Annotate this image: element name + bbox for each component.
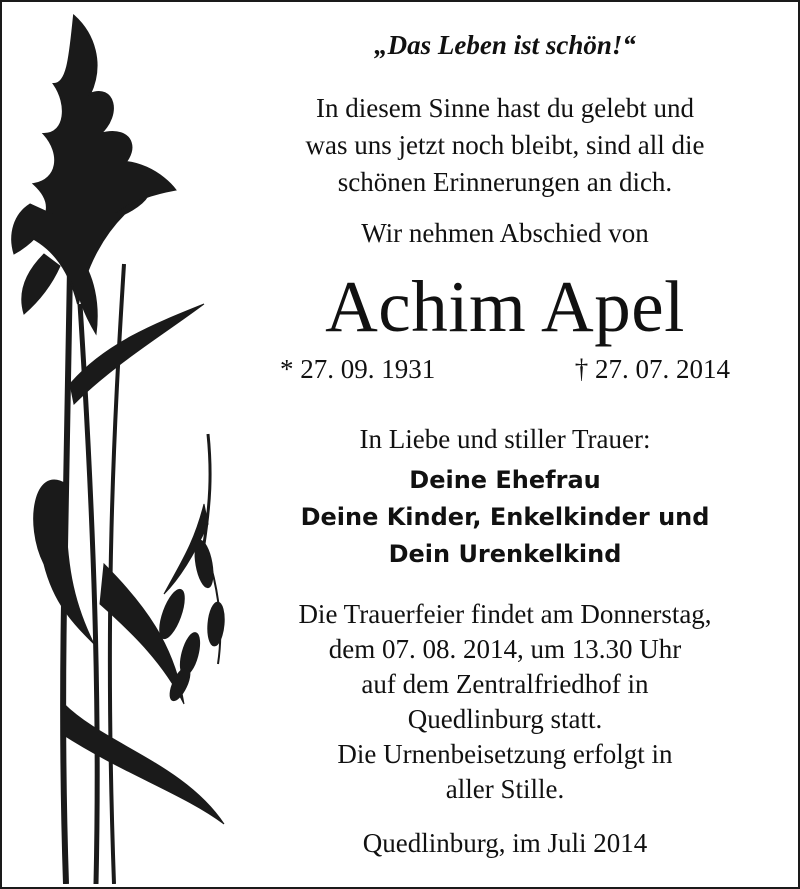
ceremony-line: aller Stille. (445, 774, 565, 804)
life-dates (280, 352, 730, 388)
ceremony-line: Die Trauerfeier findet am Donnerstag, (298, 599, 712, 629)
intro-line: was uns jetzt noch bleibt, sind all die (305, 130, 705, 160)
mourner-line: Deine Ehefrau (409, 466, 601, 494)
intro-line: schönen Erinnerungen an dich. (337, 167, 673, 197)
ceremony-line: auf dem Zentralfriedhof in (361, 669, 649, 699)
ceremony-details (250, 597, 760, 807)
ceremony-line: Die Urnenbeisetzung erfolgt in (337, 739, 673, 769)
place-and-date: Quedlinburg, im Juli 2014 (362, 828, 648, 858)
ceremony-line: Quedlinburg statt. (407, 704, 603, 734)
mourning-line: In Liebe und stiller Trauer: (359, 424, 651, 454)
deceased-name: Achim Apel (325, 266, 685, 347)
mourner-line: Dein Urenkelkind (388, 540, 622, 568)
ceremony-line: dem 07. 08. 2014, um 13.30 Uhr (328, 634, 682, 664)
intro-text (250, 90, 760, 201)
mourner-line: Deine Kinder, Enkelkinder und (300, 503, 710, 531)
grass-silhouette-icon (4, 4, 244, 884)
intro-line: In diesem Sinne hast du gelebt und (316, 93, 694, 123)
birth-date: * 27. 09. 1931 (280, 354, 436, 384)
mourners-list (250, 462, 760, 573)
death-date: † 27. 07. 2014 (574, 354, 730, 384)
motto-quote: „Das Leben ist schön!“ (374, 30, 636, 60)
farewell-line: Wir nehmen Abschied von (361, 218, 649, 248)
